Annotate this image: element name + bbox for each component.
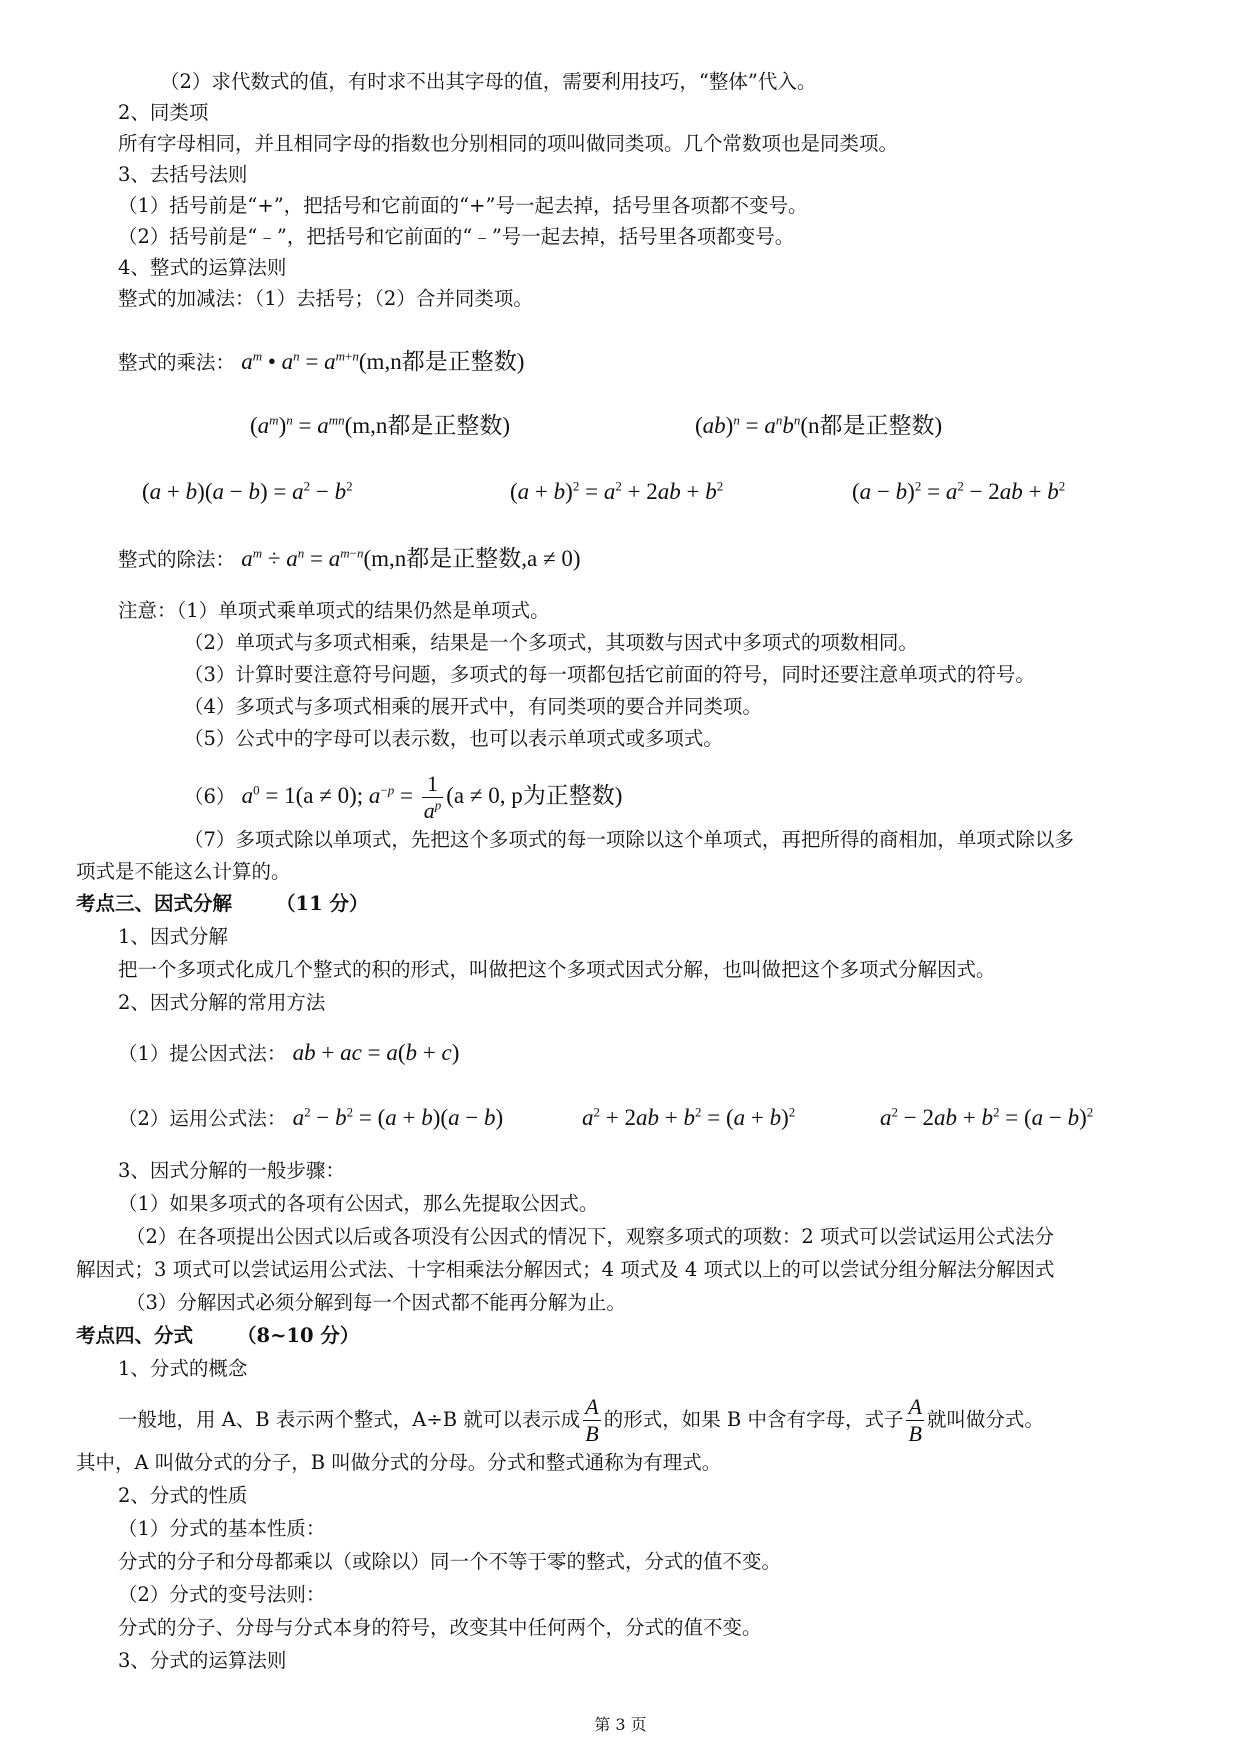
text-line: 1、因式分解 bbox=[118, 925, 228, 948]
text-line: 2、因式分解的常用方法 bbox=[118, 991, 326, 1014]
formula-note: (m,n都是正整数) bbox=[358, 349, 525, 374]
formula-line bbox=[118, 348, 524, 377]
text-line: （1）分式的基本性质： bbox=[118, 1517, 326, 1540]
text-line: 4、整式的运算法则 bbox=[118, 256, 287, 279]
text-line: （7）多项式除以单项式，先把这个多项式的每一项除以这个单项式，再把所得的商相加，单项式除以多 bbox=[184, 828, 1074, 851]
text-line: 注意：（1）单项式乘单项式的结果仍然是单项式。 bbox=[118, 599, 550, 622]
formula-line bbox=[142, 478, 353, 507]
text-line: （3）计算时要注意符号问题，多项式的每一项都包括它前面的符号，同时还要注意单项式的符号。 bbox=[184, 663, 1035, 686]
formula-note: (a ≠ 0); bbox=[295, 782, 364, 808]
text-line: 解因式；3 项式可以尝试运用公式法、十字相乘法分解因式；4 项式及 4 项式以上的可以尝试分组分解法分解因式 bbox=[76, 1258, 1055, 1281]
formula: $a^m \div a^n = a^{m-n}(m,n$都是正整数,a ≠ 0) bbox=[241, 545, 581, 571]
section-heading: 考点三、因式分解 （11 分） bbox=[76, 892, 369, 915]
text-line: （4）多项式与多项式相乘的展开式中，有同类项的要合并同类项。 bbox=[184, 695, 762, 718]
label: （1）提公因式法： bbox=[118, 1042, 287, 1065]
text-line: （2）单项式与多项式相乘，结果是一个多项式，其项数与因式中多项式的项数相同。 bbox=[184, 631, 918, 654]
formula: $(a - b)^2 = a^2 - 2ab + b^2$ bbox=[852, 478, 1066, 504]
formula-line bbox=[582, 1104, 795, 1133]
text-line: 3、去括号法则 bbox=[118, 163, 248, 186]
fraction: $\frac{A}{B}$ bbox=[908, 1394, 922, 1446]
formula-line bbox=[510, 478, 723, 507]
text-line: 2、分式的性质 bbox=[118, 1484, 248, 1507]
text-line: 所有字母相同，并且相同字母的指数也分别相同的项叫做同类项。几个常数项也是同类项。 bbox=[118, 132, 899, 155]
text-line: 分式的分子和分母都乘以（或除以）同一个不等于零的整式，分式的值不变。 bbox=[118, 1550, 782, 1573]
text-line: （1）括号前是“+”，把括号和它前面的“+”号一起去掉，括号里各项都不变号。 bbox=[118, 194, 808, 217]
text-line: 其中，A 叫做分式的分子，B 叫做分式的分母。分式和整式通称为有理式。 bbox=[76, 1451, 722, 1474]
formula: $a^2 + 2ab + b^2 = (a + b)^2$ bbox=[582, 1104, 796, 1130]
formula: $(a + b)(a - b) = a^2 - b^2$ bbox=[142, 478, 353, 504]
text-line: 1、分式的概念 bbox=[118, 1357, 248, 1380]
formula: $a^0 = 1(a \ne 0)$; $a^{-p}$ = $\frac{1}{a^p}$ (a ≠ 0, p为正整数) bbox=[241, 771, 623, 823]
label: 整式的乘法： bbox=[118, 351, 236, 374]
formula: $(a^m)^n = a^{mn}(m,n$都是正整数) bbox=[250, 412, 511, 438]
text-line: （5）公式中的字母可以表示数，也可以表示单项式或多项式。 bbox=[184, 727, 723, 750]
concept-line: 一般地，用 A、B 表示两个整式，A÷B 就可以表示成 $\frac{A}{B}$ 的形式，如果 B 中含有字母，式子 $\frac{A}{B}$ 就叫做分式。 bbox=[118, 1394, 1044, 1446]
formula: $(a + b)^2 = a^2 + 2ab + b^2$ bbox=[510, 478, 724, 504]
formula: ab + ac = a(b + c) bbox=[292, 1040, 460, 1065]
text-line: （2）求代数式的值，有时求不出其字母的值，需要利用技巧，“整体”代入。 bbox=[160, 70, 817, 93]
formula-note: (m,n都是正整数,a ≠ 0) bbox=[363, 546, 581, 571]
formula-line bbox=[118, 1039, 459, 1068]
label: 整式的除法： bbox=[118, 548, 236, 571]
formula-note: (m,n都是正整数) bbox=[344, 413, 511, 438]
text-line: 整式的加减法：（1）去括号；（2）合并同类项。 bbox=[118, 287, 533, 310]
label: （6） bbox=[184, 784, 236, 808]
formula-note: (n都是正整数) bbox=[800, 413, 943, 438]
formula-note: (a ≠ 0, p为正整数) bbox=[446, 782, 623, 808]
text-line: 3、因式分解的一般步骤： bbox=[118, 1159, 345, 1182]
formula: $a^2 - 2ab + b^2 = (a - b)^2$ bbox=[880, 1104, 1094, 1130]
text-line: 3、分式的运算法则 bbox=[118, 1649, 287, 1672]
formula-line bbox=[880, 1104, 1093, 1133]
text-line: （2）括号前是“﹣”，把括号和它前面的“﹣”号一起去掉，括号里各项都变号。 bbox=[118, 225, 795, 248]
fraction: $\frac{1}{a^p}$ bbox=[423, 771, 442, 823]
formula: $(ab)^n = a^nb^n(n$都是正整数) bbox=[695, 412, 943, 438]
formula-line bbox=[695, 412, 942, 441]
fraction: $\frac{A}{B}$ bbox=[585, 1394, 599, 1446]
text-line: （2）在各项提出公因式以后或各项没有公因式的情况下，观察多项式的项数：2 项式可以尝试运用公式法分 bbox=[126, 1225, 1055, 1248]
formula: $a^m$ • $a^n = a^{m+n}(m,n$都是正整数) bbox=[241, 348, 525, 374]
text-line: （2）分式的变号法则： bbox=[118, 1583, 326, 1606]
page-number: 第 3 页 bbox=[594, 1715, 647, 1734]
formula: $a^2 - b^2 = (a + b)(a - b)$ bbox=[292, 1104, 504, 1130]
text-line: 把一个多项式化成几个整式的积的形式，叫做把这个多项式因式分解，也叫做把这个多项式分解因式。 bbox=[118, 958, 996, 981]
formula-line bbox=[250, 412, 510, 441]
text-line: 分式的分子、分母与分式本身的符号，改变其中任何两个，分式的值不变。 bbox=[118, 1616, 762, 1639]
text-line: 2、同类项 bbox=[118, 101, 209, 124]
formula-line bbox=[184, 771, 622, 824]
formula-line bbox=[118, 1104, 503, 1133]
label: （2）运用公式法： bbox=[118, 1107, 287, 1130]
formula-line bbox=[118, 545, 581, 574]
text-line: （1）如果多项式的各项有公因式，那么先提取公因式。 bbox=[118, 1192, 599, 1215]
text-line: （3）分解因式必须分解到每一个因式都不能再分解为止。 bbox=[126, 1291, 626, 1314]
section-heading: 考点四、分式 （8~10 分） bbox=[76, 1324, 360, 1347]
text-line: 项式是不能这么计算的。 bbox=[76, 860, 291, 883]
formula-line bbox=[852, 478, 1065, 507]
